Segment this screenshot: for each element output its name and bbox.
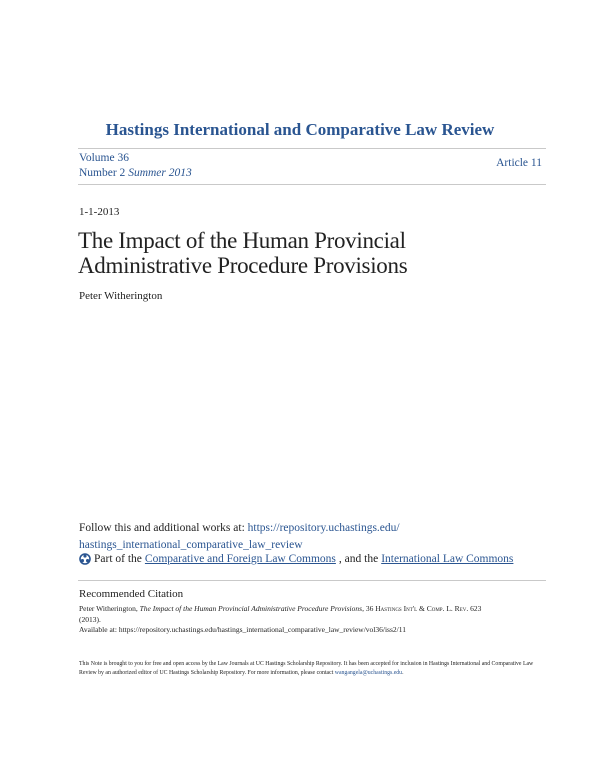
volume-info [79,151,192,181]
number-label: Number 2 [79,167,126,179]
part-of-middle: , and the [338,553,379,565]
citation-page: 623 [470,604,482,613]
repository-link[interactable]: https://repository.uchastings.edu/ [247,522,400,534]
article-title [78,228,407,278]
follow-section [79,520,400,554]
note-end: . [402,669,404,676]
citation-author: Peter Witherington, [79,604,138,613]
publication-date: 1-1-2013 [79,206,120,218]
header-rule-bottom [78,184,546,185]
citation-volume: , 36 [362,604,374,613]
citation-journal: Hastings Int'l & Comp. L. Rev. [375,604,469,613]
international-law-commons-link[interactable]: International Law Commons [381,553,514,565]
article-title-line1: The Impact of the Human Provincial [78,228,406,253]
follow-prefix: Follow this and additional works at: [79,522,245,534]
part-of-prefix: Part of the [94,553,142,565]
part-of-line [79,553,513,565]
available-url[interactable]: https://repository.uchastings.edu/hastings_international_comparative_law_review/vol36/iss2/11 [118,625,406,634]
author-name: Peter Witherington [79,290,163,302]
repository-link-cont[interactable]: hastings_international_comparative_law_review [79,539,303,551]
note-text: This Note is brought to you for free and open access by the Law Journals at UC Hastings Scholarship Repository. It has been accepted for inclusion in Hastings International and Comparative Law Review by an authorized editor of UC Hastings Scholarship Repository. For more information, please contact [79,661,534,676]
issue-link[interactable] [79,166,192,181]
recommended-citation-label: Recommended Citation [79,588,184,600]
contact-email-link[interactable]: wangangela@uchastings.edu [334,669,403,676]
citation-text [79,604,549,636]
available-label: Available at: [79,625,117,634]
citation-rule [78,580,546,581]
article-title-line2: Administrative Procedure Provisions [78,253,408,278]
comparative-law-commons-link[interactable]: Comparative and Foreign Law Commons [144,553,336,565]
repository-note [79,660,549,678]
header-rule-top [78,148,546,149]
journal-title[interactable]: Hastings International and Comparative Law Review [105,120,495,139]
volume-link[interactable]: Volume 36 [79,152,129,164]
network-icon [79,553,91,565]
citation-title: The Impact of the Human Provincial Administrative Procedure Provisions [139,604,363,613]
issue-season: Summer 2013 [128,167,192,179]
citation-year: (2013). [79,614,101,624]
article-number[interactable]: Article 11 [496,157,542,169]
